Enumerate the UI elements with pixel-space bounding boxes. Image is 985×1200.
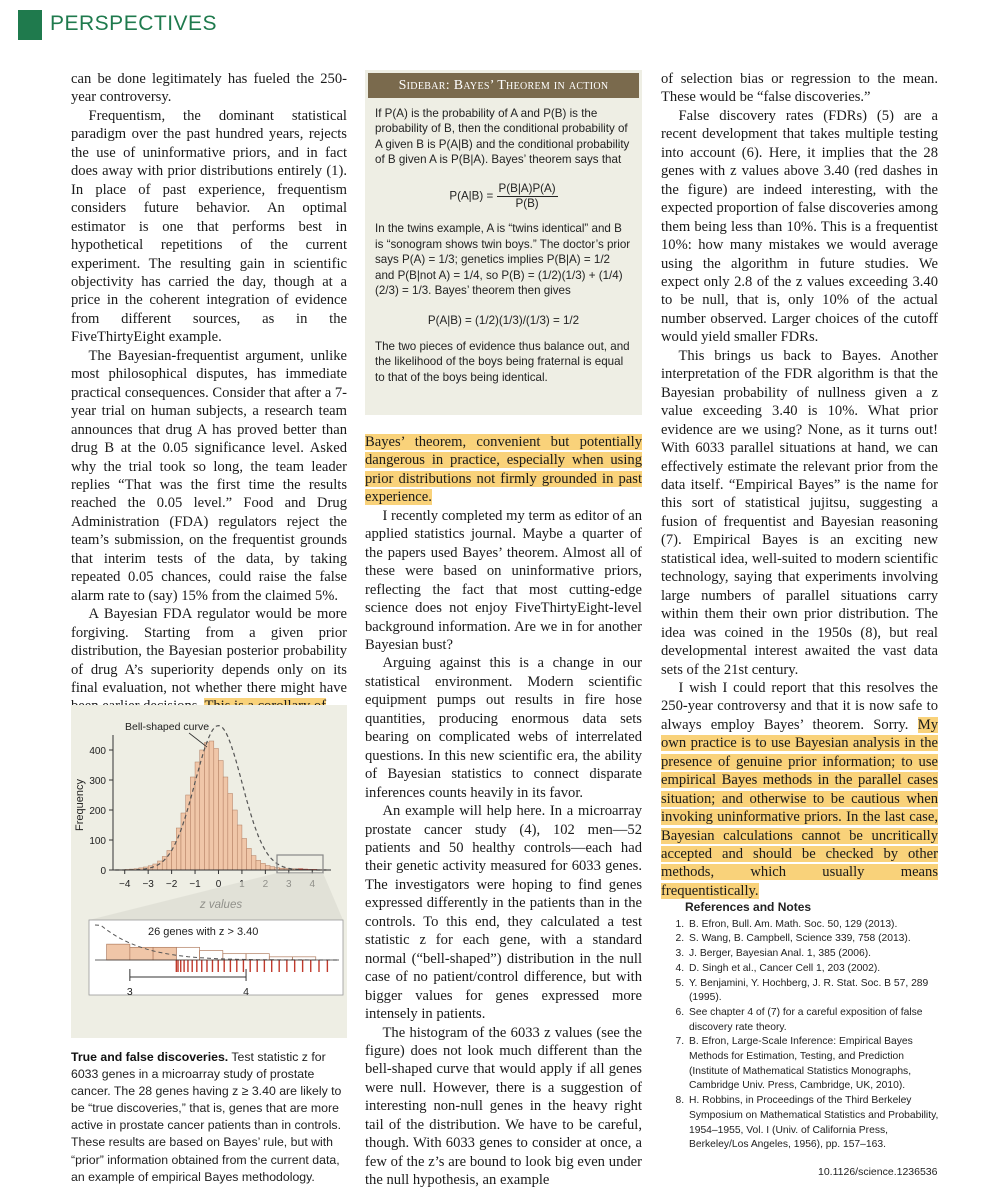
x-tick-label: −3 (142, 879, 154, 890)
equation-lhs: P(A|B) = (449, 189, 494, 203)
reference-item: 4. D. Singh et al., Cancer Cell 1, 203 (2002). (687, 962, 940, 977)
caption-title: True and false discoveries. (71, 1050, 229, 1064)
equation-numerator: P(B|A)P(A) (498, 181, 556, 195)
sidebar-paragraph: If P(A) is the probability of A and P(B) is the probability of B, then the conditional probability of A given B is P(A|B) and the conditional probability of B given A is P(B|A). Bayes’ theorem says that (375, 106, 630, 167)
histogram-bar (158, 861, 163, 870)
reference-item: 7. B. Efron, Large-Scale Inference: Empirical Bayes Methods for Estimation, Testing, and Prediction (Institute of Mathematical Statistics Monographs, Cambridge Univ. Press, Cambridge, UK, 2010). (687, 1035, 940, 1094)
sidebar-paragraph: In the twins example, A is “twins identical” and B is “sonogram shows twin boys.” The doctor’s prior says P(A) = 1/3; genetics implies P(B|A) = 1/2 and P(B|not A) = 1/4, so P(B) = (1/2)(1/3) + (1/4)(2/3) = 1/3. Bayes’ theorem then gives (375, 221, 631, 298)
histogram-bar (233, 810, 238, 870)
section-marker (18, 10, 42, 40)
paragraph (661, 679, 938, 900)
curve-label: Bell-shaped curve (125, 721, 210, 733)
x-tick-label: −4 (119, 879, 131, 890)
section-title: PERSPECTIVES (50, 12, 218, 35)
histogram-bar (204, 743, 209, 871)
caption-text: Test statistic z for 6033 genes in a microarray study of prostate cancer. The 28 genes having z ≥ 3.40 are likely to be “true discoveries,” that is, genes that are more active in prostate cancer patients than in controls. These results are based on Bayes’ rule, but with “prior” information obtained from the current data, an example of empirical Bayes methodology. (71, 1050, 342, 1184)
references (665, 900, 940, 1153)
sidebar-paragraph: The two pieces of evidence thus balance out, and the likelihood of the boys being fraternal is equal to that of the boys being identical. (375, 339, 630, 384)
y-tick-label: 400 (89, 746, 106, 757)
histogram-bar (251, 856, 256, 870)
paragraph: Arguing against this is a change in our statistical environment. Modern scientific equipment pumps out results in fire hose quantities, producing enormous data sets bearing on complicated webs of interrelated questions. In this new scientific era, the ability of Bayesian statistics to connect disparate inferences counts heavily in its favor. (365, 655, 642, 801)
histogram-bar (209, 741, 214, 870)
x-tick-label: 0 (215, 879, 222, 890)
y-tick-label: 0 (100, 866, 106, 877)
histogram-bar (242, 839, 247, 871)
reference-item: 5. Y. Benjamini, Y. Hochberg, J. R. Stat. Soc. B 57, 289 (1995). (687, 977, 940, 1006)
histogram-bar (186, 795, 191, 870)
reference-item: 3. J. Berger, Bayesian Anal. 1, 385 (2006). (687, 947, 940, 962)
y-tick-label: 300 (89, 776, 106, 787)
sidebar-box (365, 70, 642, 415)
y-tick-label: 200 (89, 806, 106, 817)
inset-bar (107, 944, 130, 960)
x-tick-label: −2 (165, 879, 178, 890)
histogram-chart (71, 705, 347, 1038)
histogram-bar (218, 761, 223, 871)
bayes-equation (375, 182, 632, 211)
y-tick-label: 100 (89, 836, 106, 847)
reference-item: 6. See chapter 4 of (7) for a careful exposition of false discovery rate theory. (687, 1006, 940, 1035)
reference-item: 1. B. Efron, Bull. Am. Math. Soc. 50, 129 (2013). (687, 918, 940, 933)
histogram-bar (176, 828, 181, 870)
inset-bar (153, 947, 176, 960)
references-heading: References and Notes (685, 900, 812, 914)
column-1 (71, 70, 347, 716)
histogram-bar (247, 848, 252, 870)
sidebar-title: Sidebar: Bayes’ Theorem in action (368, 73, 639, 98)
paragraph: of selection bias or regression to the mean. These would be “false discoveries.” (661, 71, 938, 106)
curve-label-pointer (189, 733, 207, 747)
column-2 (365, 433, 642, 1190)
histogram-bar (256, 860, 261, 870)
histogram-bar (214, 749, 219, 871)
inset-bar (130, 947, 153, 960)
inset-tick-label: 3 (126, 986, 133, 998)
y-axis-label: Frequency (74, 779, 86, 831)
paragraph: can be done legitimately has fueled the 250-year controversy. (71, 71, 347, 106)
histogram-bar (261, 863, 266, 870)
histogram-bar (172, 842, 177, 871)
figure-panel (71, 705, 347, 1038)
histogram-bar (237, 825, 242, 870)
histogram-bar (195, 762, 200, 870)
paragraph: Frequentism, the dominant statistical paradigm over the past hundred years, rejects the use of uninformative priors, and in fact does away with prior distributions entirely (1). In place of past experience, frequentism considers future behavior. An optimal estimator is one that performs best in hypothetical repetitions of the current experiment. The resulting gain in scientific objectivity has carried the day, though at a price in the coherent integration of evidence from different sources, as in the FiveThirtyEight example. (71, 107, 347, 346)
figure-caption (71, 1049, 349, 1186)
histogram-bar (200, 750, 205, 870)
paragraph: The Bayesian-frequentist argument, unlike most philosophical disputes, has immediate practical consequences. Consider that after a 7-year trial on human subjects, a research team announces that drug A has proved better than drug B at the 0.05 significance level. Asked why the trial took so long, the team leader replies “That was the first time the results reached the 0.05 level.” Food and Drug Administration (FDA) regulators reject the team’s submission, on the frequentist grounds that interim tests of the data, by taking repeated 0.05 chances, could raise the false alarm rate to (say) 15% from the claimed 5%. (71, 347, 347, 604)
paragraph (71, 605, 347, 716)
histogram-bar (162, 857, 167, 871)
highlighted-text: My own practice is to use Bayesian analysis in the presence of genuine prior information; to use empirical Bayes methods in the parallel cases situation; and otherwise to be cautious when invoking uninformative priors. In the last case, Bayesian calculations cannot be uncritically accepted and should be checked by other methods, which usually means frequentistically. (661, 716, 938, 899)
inset-tick-label: 4 (243, 986, 249, 998)
histogram-bar (228, 794, 233, 871)
histogram-bar (223, 777, 228, 870)
equation-denominator: P(B) (515, 196, 539, 210)
paragraph: I recently completed my term as editor of an applied statistics journal. Maybe a quarter of the papers used Bayes’ theorem. Almost all of these were based on uninformative priors, reflecting the fact that most cutting-edge science does not enjoy FiveThirtyEight-level background information. Are we in for another Bayesian bust? (365, 507, 642, 653)
inset-label: 26 genes with z > 3.40 (148, 926, 259, 938)
column-3 (661, 70, 938, 900)
x-tick-label: −1 (189, 879, 201, 890)
equation-fraction (497, 182, 558, 211)
paragraph: An example will help here. In a microarray prostate cancer study (4), 102 men—52 patients and 50 healthy controls—each had their genetic activity measured for 6033 genes. The investigators were hoping to find genes expressed differently in the patients than in the controls. To this end, they calculated a test statistic z for each gene, with a standard normal (“bell-shaped”) distribution in the null case of no patient/control difference, but with bigger values for genes expressed more intensely in patients. (365, 803, 642, 1023)
paragraph (365, 433, 642, 507)
histogram-bar (265, 866, 270, 871)
highlighted-text: Bayes’ theorem, convenient but potentially dangerous in practice, especially when using prior distributions not firmly grounded in past experience. (365, 434, 642, 506)
paragraph: The histogram of the 6033 z values (see the figure) does not look much different than the bell-shaped curve that would apply if all genes were null. However, there is a suggestion of interesting non-null genes in the heavy right tail of the distribution. We have to be careful, though. With 6033 genes to consider at once, a few of the z’s are bound to look big even under the null hypothesis, an example (365, 1024, 642, 1189)
paragraph-text: A Bayesian FDA regulator would be more forgiving. Starting from a given prior distribution, the Bayesian posterior probability of drug A’s superiority depends only on its final evaluation, not whether there might have (71, 606, 347, 696)
paragraph: This brings us back to Bayes. Another interpretation of the FDR algorithm is that the Bayesian probability of nullness given a z value exceeding 3.40 is 10%. What prior evidence are we using? None, as it turns out! With 6033 parallel situations at hand, we can effectively estimate the relevant prior from the data itself. “Empirical Bayes” is the name for this sort of statistical jujitsu, suggesting a fusion of frequentist and Bayesian reasoning (7). Empirical Bayes is an exciting new statistical idea, well-suited to modern scientific technology, saying that experiments involving large numbers of parallel situations carry within them their own prior distribution. The idea was coined in the 1950s (8), but real developmental interest awaited the vast data sets of the 21st century. (661, 347, 938, 678)
paragraph: False discovery rates (FDRs) (5) are a recent development that takes multiple testing into account (6). Here, it implies that the 28 genes with z values above 3.40 (red dashes in the figure) are indeed interesting, with the expected proportion of false discoveries among them being less than 10%. This is a frequentist 10%: how many mistakes we would average using the algorithm in future studies. We expect only 2.8 of the z values exceeding 3.40 to be null, that is, only 10% of the actual number observed. Larger choices of the cutoff would yield smaller FDRs. (661, 107, 938, 346)
reference-item: 2. S. Wang, B. Campbell, Science 339, 758 (2013). (687, 932, 940, 947)
paragraph-text: I wish I could report that this resolves the 250-year controversy and that it is now safe to always employ Bayes’ theorem. Sorry. (661, 679, 938, 733)
doi: 10.1126/science.1236536 (818, 1166, 938, 1178)
reference-item: 8. H. Robbins, in Proceedings of the Third Berkeley Symposium on Mathematical Statistics and Probability, 1954–1955, Vol. I (Univ. of California Press, Berkeley/Los Angeles, 1956), pp. 157–163. (687, 1094, 940, 1153)
twins-equation: P(A|B) = (1/2)(1/3)/(1/3) = 1/2 (427, 313, 580, 327)
